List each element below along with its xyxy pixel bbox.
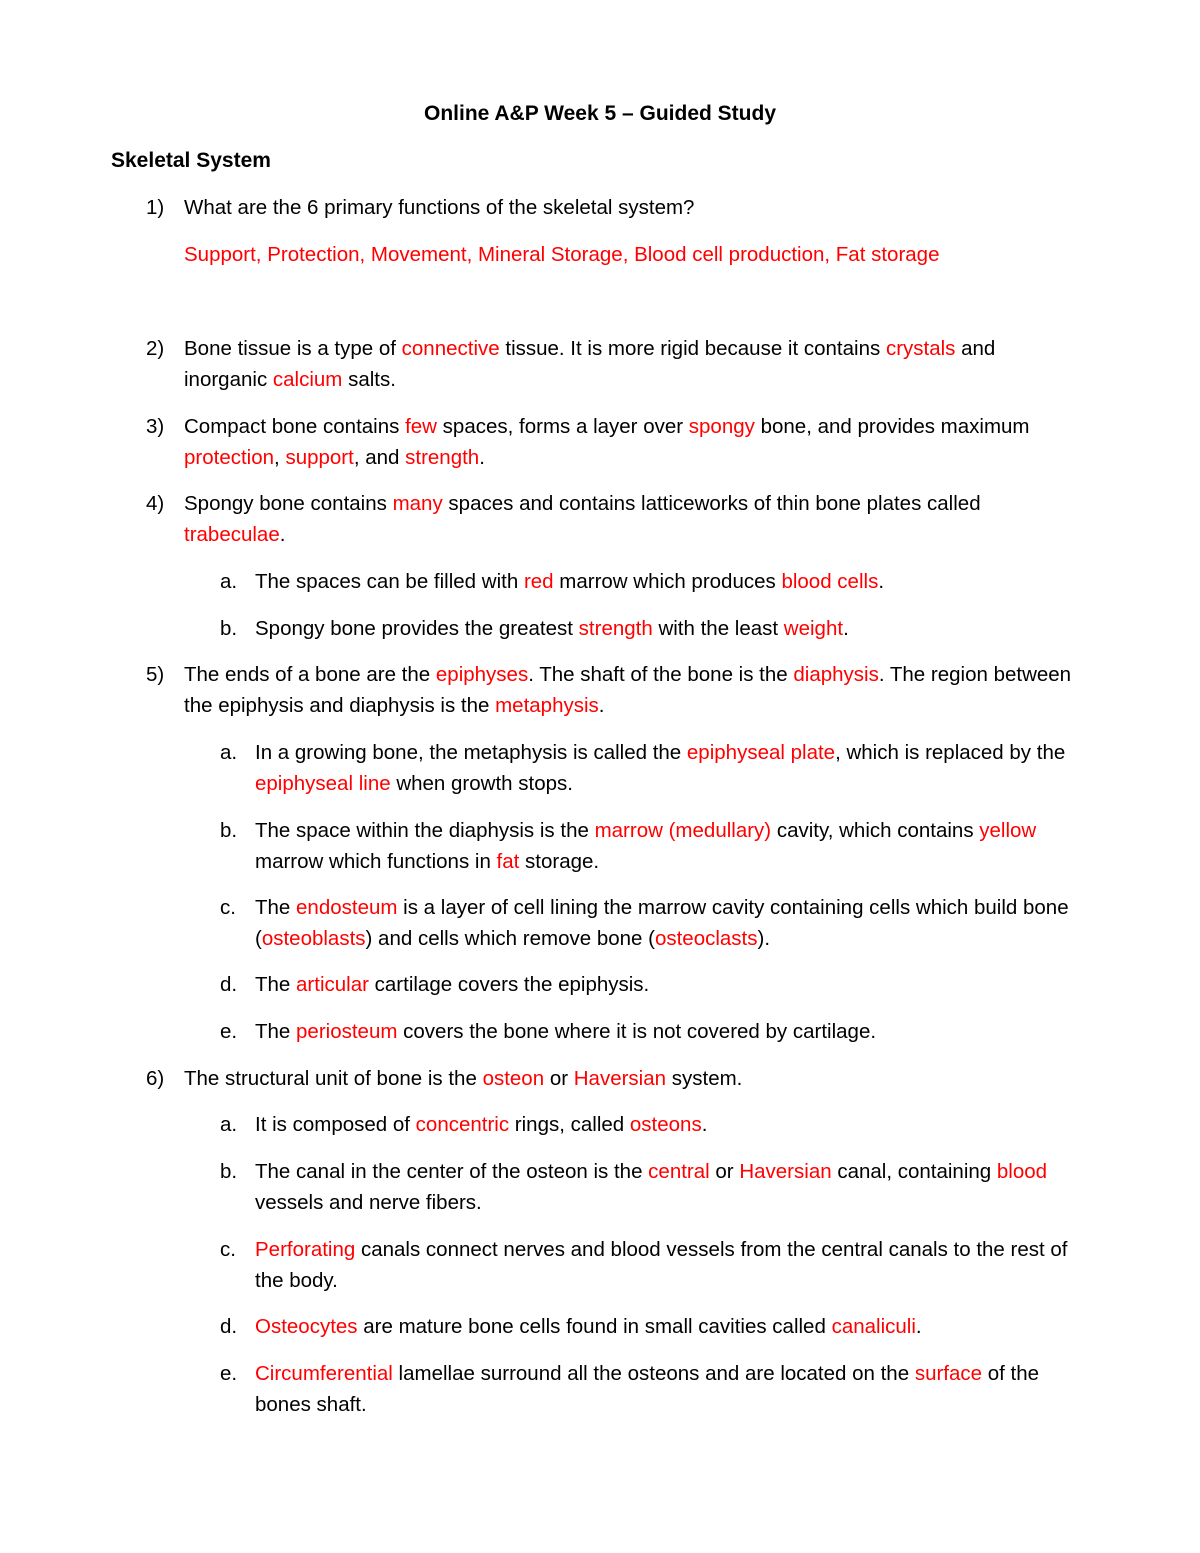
- question-text: are mature bone cells found in small cavities called: [357, 1315, 832, 1338]
- sub-item-6d: [220, 1311, 1090, 1342]
- question-number: 5): [146, 663, 165, 686]
- question-text: lamellae surround all the osteons and are located on the: [392, 1362, 915, 1385]
- answer-text: surface: [914, 1362, 983, 1385]
- question-text: Spongy bone contains: [184, 492, 393, 515]
- question-text: is a layer of cell lining the marrow cavity containing cells which build bone (: [255, 896, 1069, 950]
- answer-text: periosteum: [296, 1020, 398, 1043]
- answer-text: canaliculi: [831, 1315, 916, 1338]
- answer-text: calcium: [272, 368, 343, 391]
- answer-text: central: [648, 1160, 710, 1183]
- sub-item-letter: b.: [220, 1160, 238, 1183]
- question-5: [146, 659, 1084, 721]
- question-text: cavity, which contains: [771, 819, 980, 842]
- question-text: .: [479, 446, 485, 469]
- question-text: with the least: [652, 617, 784, 640]
- question-text: storage.: [519, 850, 600, 873]
- sub-item-6a: [220, 1109, 1090, 1140]
- question-text: canal, containing: [831, 1160, 997, 1183]
- question-text: spaces and contains latticeworks of thin bone plates called: [442, 492, 981, 515]
- answer-text: crystals: [885, 337, 956, 360]
- question-text: Spongy bone provides the greatest: [255, 617, 579, 640]
- question-text: .: [878, 570, 885, 593]
- answer-text: endosteum: [296, 896, 398, 919]
- answer-text: strength: [578, 617, 653, 640]
- answer-text: protection: [184, 446, 275, 469]
- question-3: [146, 411, 1084, 473]
- question-text: In a growing bone, the metaphysis is called the: [255, 741, 687, 764]
- sub-item-6c: [220, 1234, 1090, 1296]
- answer-text: few: [405, 415, 437, 438]
- question-text: The space within the diaphysis is the: [255, 819, 595, 842]
- question-text: .: [915, 1315, 922, 1338]
- question-text: canals connect nerves and blood vessels from the central canals to the rest of the body.: [255, 1238, 1068, 1292]
- question-text: The structural unit of bone is the: [184, 1067, 483, 1090]
- question-text: system.: [666, 1067, 743, 1090]
- question-text: Compact bone contains: [184, 415, 406, 438]
- answer-text: metaphysis: [495, 694, 599, 717]
- question-text: .: [843, 617, 849, 640]
- question-text: marrow which functions in: [255, 850, 497, 873]
- sub-item-5b: [220, 815, 1090, 877]
- question-text: What are the 6 primary functions of the skeletal system?: [184, 196, 695, 219]
- sub-item-letter: e.: [220, 1362, 238, 1385]
- sub-item-letter: a.: [220, 1113, 238, 1136]
- answer-text: Support, Protection, Movement, Mineral Storage, Blood cell production, Fat storage: [184, 243, 940, 266]
- sub-item-5a: [220, 737, 1090, 799]
- answer-text: epiphyseal plate: [686, 741, 836, 764]
- sub-item-letter: d.: [220, 973, 238, 996]
- sub-item-4b: [220, 613, 1090, 644]
- question-text: ).: [757, 927, 771, 950]
- sub-item-letter: a.: [220, 570, 238, 593]
- question-text: vessels and nerve fibers.: [255, 1191, 482, 1214]
- answer-text: many: [392, 492, 443, 515]
- question-text: The ends of a bone are the: [184, 663, 436, 686]
- answer-text: blood: [996, 1160, 1048, 1183]
- question-text: .: [598, 694, 605, 717]
- question-text: .: [279, 523, 286, 546]
- sub-item-letter: b.: [220, 617, 238, 640]
- question-text: of the bones shaft.: [255, 1362, 1040, 1416]
- sub-item-letter: b.: [220, 819, 238, 842]
- question-4: [146, 488, 1084, 550]
- sub-item-letter: c.: [220, 896, 236, 919]
- answer-text: red: [523, 570, 554, 593]
- sub-item-5d: [220, 969, 1090, 1000]
- answer-text: yellow: [979, 819, 1037, 842]
- question-text: . The region between the epiphysis and diaphysis is the: [184, 663, 1072, 717]
- answer-text: trabeculae: [184, 523, 280, 546]
- question-text: or: [544, 1067, 574, 1090]
- question-text: The: [255, 1020, 297, 1043]
- answer-text: spongy: [688, 415, 755, 438]
- answer-text: fat: [496, 850, 520, 873]
- answer-text: Haversian: [573, 1067, 667, 1090]
- question-text: bone, and provides maximum: [754, 415, 1030, 438]
- question-text: The spaces can be filled with: [255, 570, 524, 593]
- question-text: The: [255, 896, 297, 919]
- question-text: . The shaft of the bone is the: [528, 663, 794, 686]
- answer-text: weight: [783, 617, 844, 640]
- question-number: 2): [146, 337, 165, 360]
- answer-text: osteons: [629, 1113, 702, 1136]
- question-number: 4): [146, 492, 165, 515]
- question-1: [146, 192, 1084, 223]
- question-text: rings, called: [509, 1113, 630, 1136]
- answer-text: strength: [405, 446, 480, 469]
- question-text: and inorganic: [184, 337, 996, 391]
- question-text: ,: [274, 446, 286, 469]
- answer-text: articular: [296, 973, 369, 996]
- answer-text: Haversian: [739, 1160, 832, 1183]
- question-text: or: [709, 1160, 740, 1183]
- sub-item-letter: d.: [220, 1315, 238, 1338]
- question-text: The: [255, 973, 297, 996]
- question-text: covers the bone where it is not covered by cartilage.: [397, 1020, 877, 1043]
- answer-text: osteon: [482, 1067, 545, 1090]
- question-text: Bone tissue is a type of: [184, 337, 402, 360]
- question-number: 3): [146, 415, 165, 438]
- question-text: cartilage covers the epiphysis.: [368, 973, 650, 996]
- answer-text: blood cells: [781, 570, 879, 593]
- answer-text: Osteocytes: [255, 1315, 358, 1338]
- question-text: It is composed of: [255, 1113, 416, 1136]
- document-title: Online A&P Week 5 – Guided Study: [423, 102, 777, 125]
- answer-text: osteoblasts: [261, 927, 366, 950]
- sub-item-4a: [220, 566, 1090, 597]
- question-text: spaces, forms a layer over: [436, 415, 689, 438]
- question-text: .: [701, 1113, 708, 1136]
- section-heading: Skeletal System: [111, 149, 271, 172]
- answer-text: support: [285, 446, 354, 469]
- question-text: marrow which produces: [553, 570, 782, 593]
- question-text: , which is replaced by the: [835, 741, 1066, 764]
- sub-item-letter: e.: [220, 1020, 238, 1043]
- question-text: tissue. It is more rigid because it contains: [499, 337, 886, 360]
- answer-text: diaphysis: [793, 663, 879, 686]
- answer-text: epiphyseal line: [255, 772, 391, 795]
- question-6: [146, 1063, 1084, 1094]
- question-text: when growth stops.: [390, 772, 573, 795]
- question-2: [146, 333, 1084, 395]
- answer-text: osteoclasts: [654, 927, 758, 950]
- answer-text: Circumferential: [255, 1362, 393, 1385]
- question-number: 1): [146, 196, 165, 219]
- answer-text: epiphyses: [435, 663, 529, 686]
- question-text: The canal in the center of the osteon is the: [255, 1160, 649, 1183]
- question-text: , and: [353, 446, 406, 469]
- sub-item-letter: c.: [220, 1238, 236, 1261]
- answer-text: connective: [401, 337, 500, 360]
- sub-item-5c: [220, 892, 1090, 954]
- answer-text: Perforating: [255, 1238, 356, 1261]
- sub-item-6b: [220, 1156, 1090, 1218]
- sub-item-5e: [220, 1016, 1090, 1047]
- question-text: salts.: [342, 368, 396, 391]
- question-number: 6): [146, 1067, 165, 1090]
- answer-text: marrow (medullary): [594, 819, 772, 842]
- answer-text: concentric: [415, 1113, 510, 1136]
- sub-item-letter: a.: [220, 741, 238, 764]
- question-text: ) and cells which remove bone (: [365, 927, 655, 950]
- sub-item-6e: [220, 1358, 1090, 1420]
